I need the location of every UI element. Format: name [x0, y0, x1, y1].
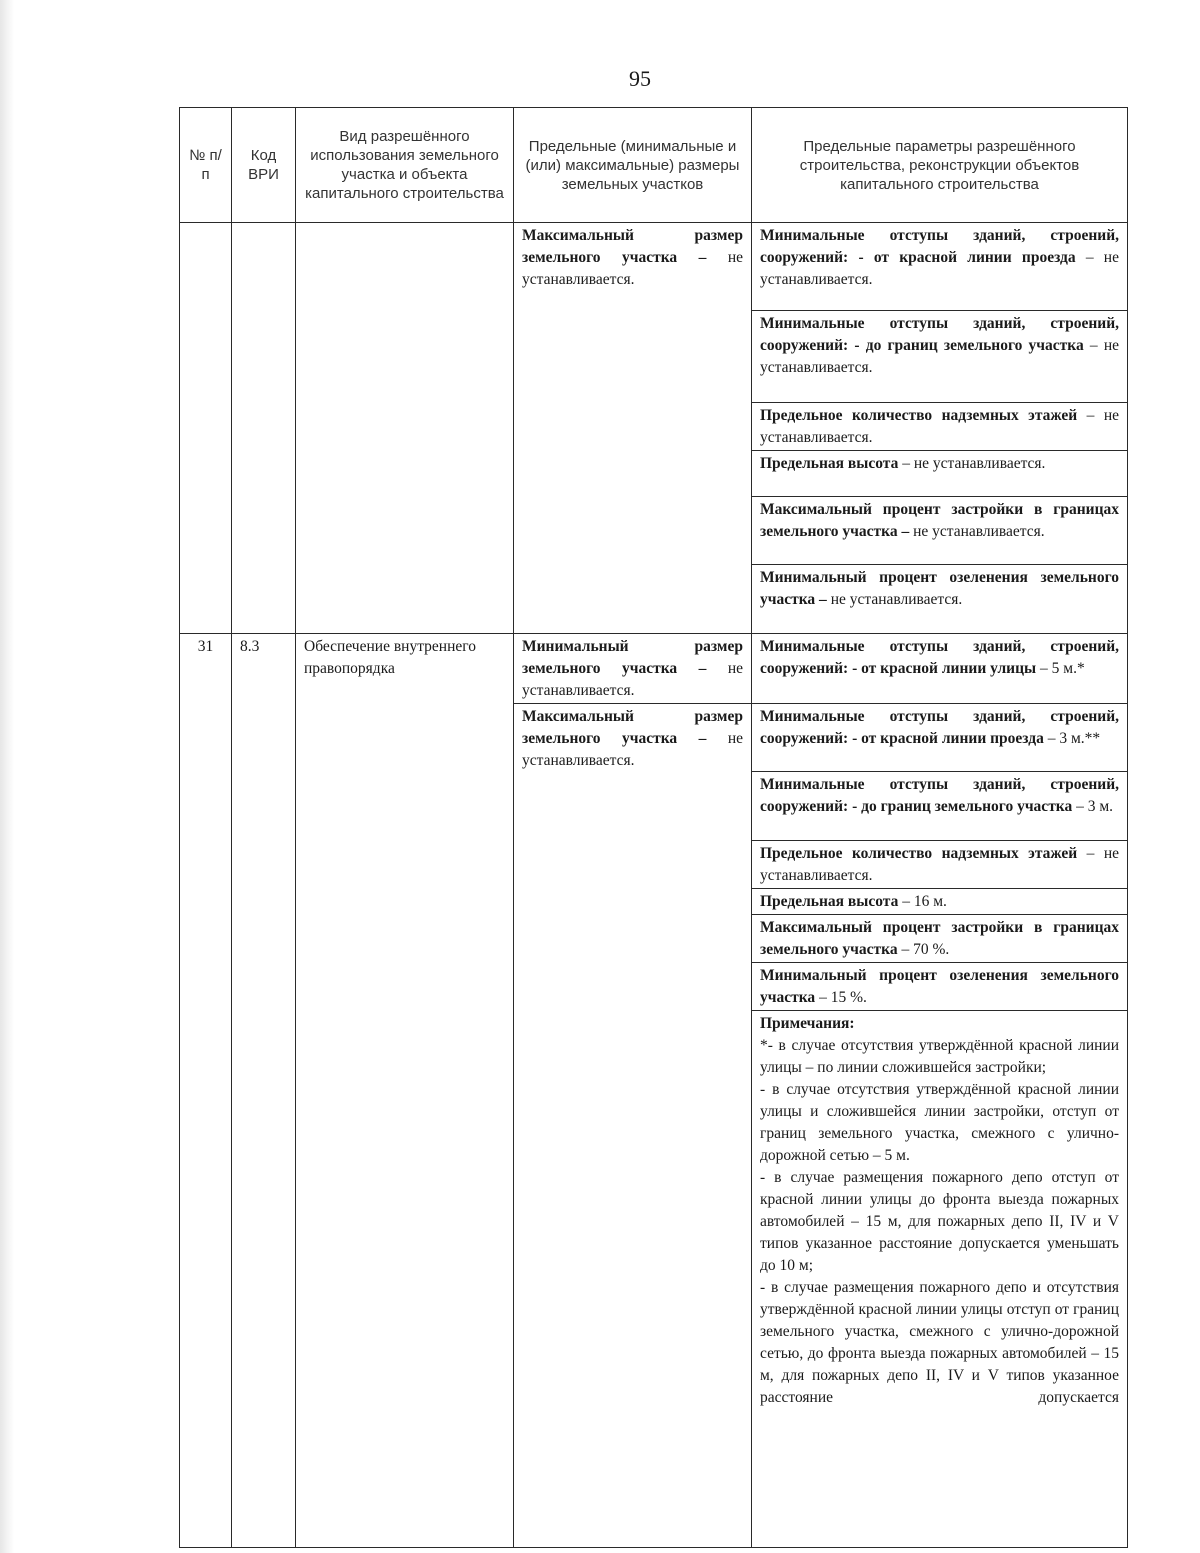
header-num: № п/п: [180, 108, 232, 223]
scan-edge: [0, 0, 14, 1553]
cell-code-empty: [232, 223, 296, 634]
header-sizes: Предельные (минимальные и (или) максимальные) размеры земельных участков: [514, 108, 752, 223]
cell-param: Минимальные отступы зданий, строений, сооружений: - до границ земельного участка – 3 м.: [752, 772, 1128, 841]
table-header-row: [180, 108, 1128, 223]
cell-param: Минимальные отступы зданий, строений, сооружений: - от красной линии улицы – 5 м.*: [752, 634, 1128, 704]
header-params: Предельные параметры разрешённого строительства, реконструкции объектов капитального строительства: [752, 108, 1128, 223]
cell-num: 31: [180, 634, 232, 1548]
cell-param: Минимальные отступы зданий, строений, сооружений: - от красной линии проезда – 3 м.**: [752, 704, 1128, 772]
note-item: - в случае размещения пожарного депо и отсутствия утверждённой красной линии улицы отступ от границ земельного участка, смежного с улично-дорожной сетью, до фронта выезда пожарных автомобилей – 15 м, для пожарных депо II, IV и V типов указанное расстояние допускается: [760, 1279, 1119, 1406]
page-number: 95: [629, 66, 651, 91]
cell-param: Минимальные отступы зданий, строений, сооружений: - от красной линии проезда – не устанавливается.: [752, 223, 1128, 311]
cell-param: Предельная высота – 16 м.: [752, 889, 1128, 915]
cell-param: Предельная высота – не устанавливается.: [752, 451, 1128, 497]
cell-min-size: Минимальный размер земельного участка – не устанавливается.: [514, 634, 752, 704]
cell-type-empty: [296, 223, 514, 634]
cell-param: Минимальные отступы зданий, строений, сооружений: - до границ земельного участка – не устанавливается.: [752, 311, 1128, 403]
notes-title: Примечания:: [760, 1015, 855, 1032]
table-row: [180, 634, 1128, 704]
cell-param: Минимальный процент озеленения земельного участка – 15 %.: [752, 963, 1128, 1011]
cell-param: Максимальный процент застройки в границах земельного участка – не устанавливается.: [752, 497, 1128, 565]
table-row: [180, 223, 1128, 311]
cell-param: Предельное количество надземных этажей – не устанавливается.: [752, 403, 1128, 451]
cell-param: Максимальный процент застройки в границах земельного участка – 70 %.: [752, 915, 1128, 963]
regulations-table: [179, 107, 1128, 1548]
cell-max-size: Максимальный размер земельного участка – не устанавливается.: [514, 704, 752, 1548]
cell-notes: [752, 1011, 1128, 1548]
cell-max-size: Максимальный размер земельного участка – не устанавливается.: [514, 223, 752, 634]
cell-param: Минимальный процент озеленения земельного участка – не устанавливается.: [752, 565, 1128, 634]
note-item: - в случае отсутствия утверждённой красной линии улицы и сложившейся линии застройки, отступ от границ земельного участка, смежного с улично-дорожной сетью – 5 м.: [760, 1081, 1119, 1164]
header-code: Код ВРИ: [232, 108, 296, 223]
note-item: *- в случае отсутствия утверждённой красной линии улицы – по линии сложившейся застройки;: [760, 1037, 1119, 1076]
header-type: Вид разрешённого использования земельного участка и объекта капитального строительства: [296, 108, 514, 223]
cell-type: Обеспечение внутреннего правопорядка: [296, 634, 514, 1548]
cell-param: Предельное количество надземных этажей – не устанавливается.: [752, 841, 1128, 889]
note-item: - в случае размещения пожарного депо отступ от красной линии улицы до фронта выезда пожарных автомобилей – 15 м, для пожарных депо II, IV и V типов указанное расстояние допускается уменьшать до 10 м;: [760, 1169, 1119, 1274]
cell-num-empty: [180, 223, 232, 634]
cell-code: 8.3: [232, 634, 296, 1548]
